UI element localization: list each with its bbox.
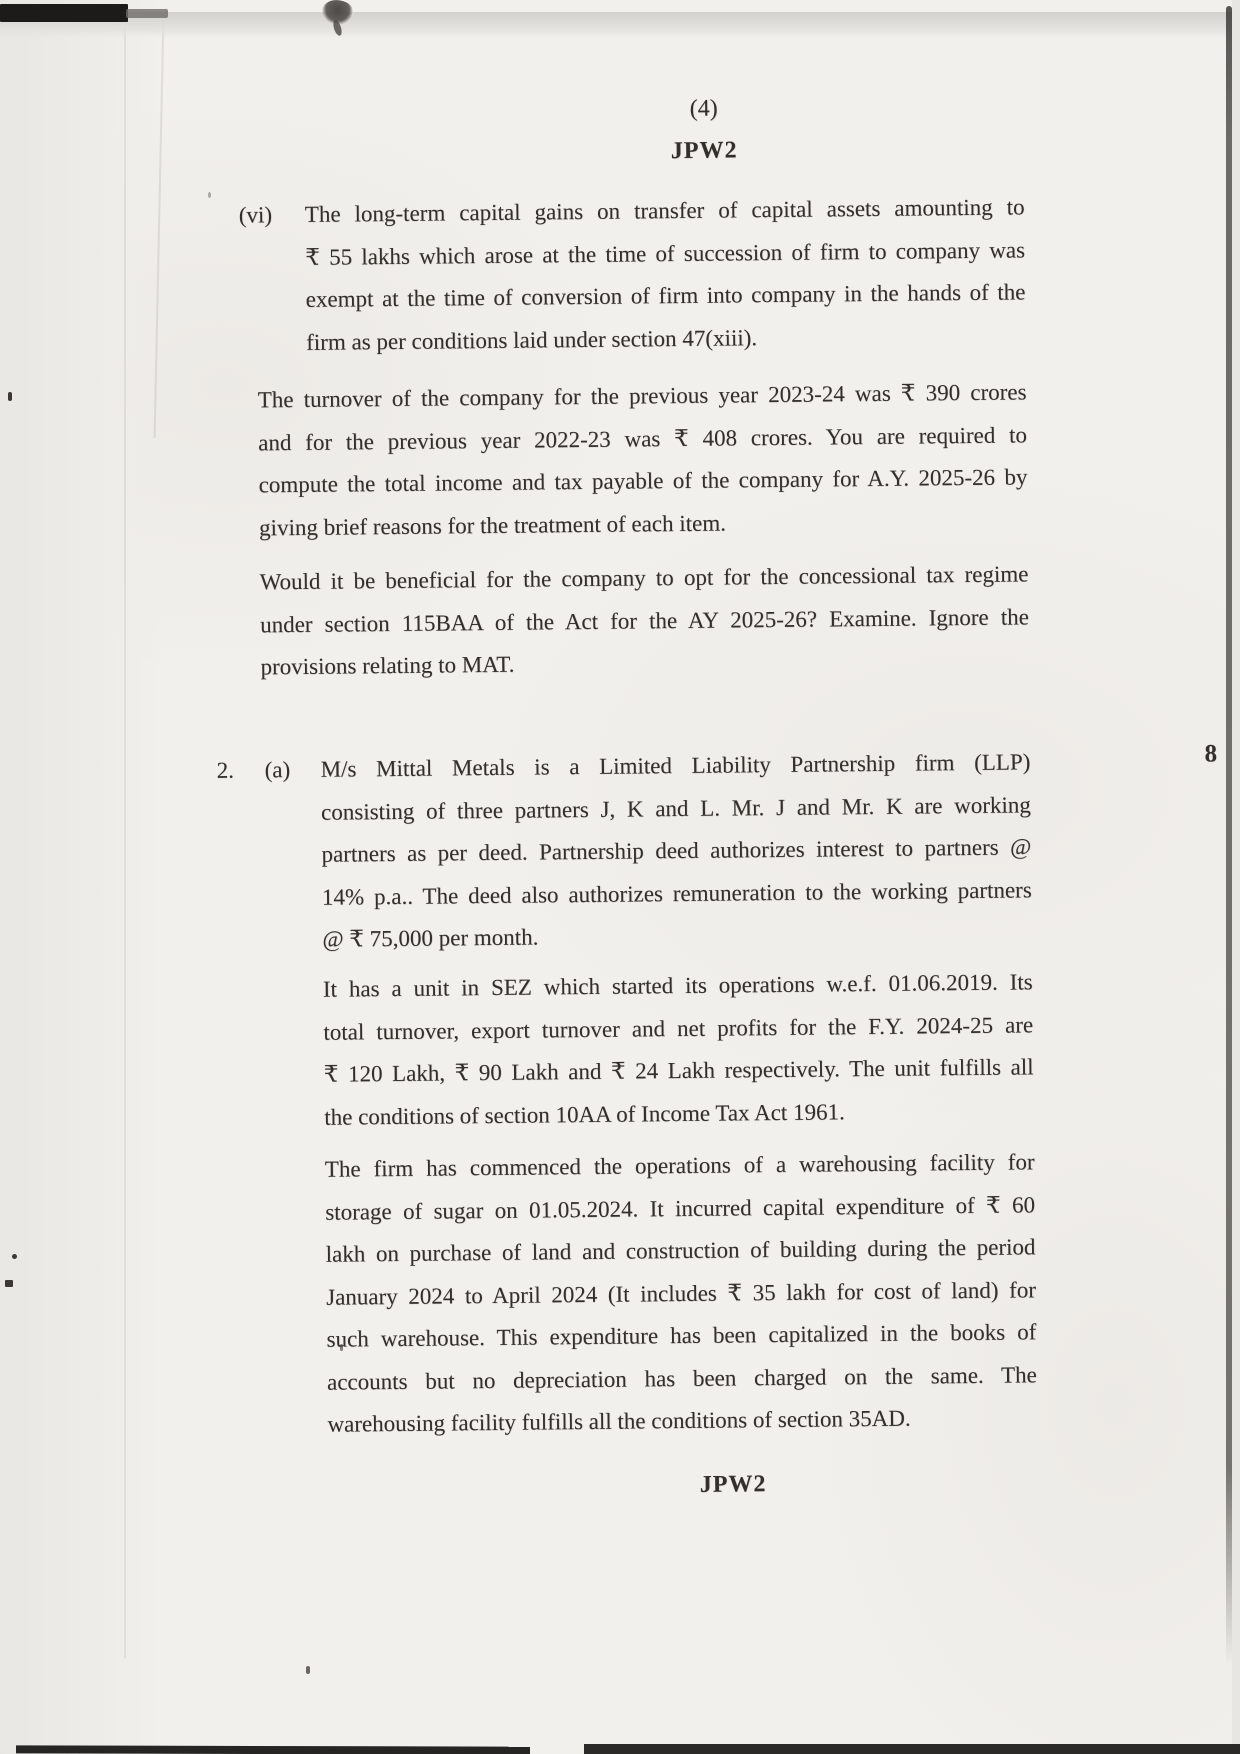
paper-code-footer: JPW2 (699, 1471, 767, 1498)
question-2a-label: (a) (264, 757, 291, 783)
text-line: such warehouse. This expenditure has been capitalized in the books of (326, 1319, 1037, 1352)
text-line: the conditions of section 10AA of Income Tax Act 1961. (324, 1098, 845, 1130)
text-line: accounts but no depreciation has been charged on the same. The (326, 1361, 1037, 1395)
text-line: The long-term capital gains on transfer of capital assets amounting to (304, 194, 1025, 227)
question-2a-paragraph-1 (320, 741, 1032, 961)
question-2a-paragraph-3 (325, 1141, 1038, 1446)
text-line: and for the previous year 2022-23 was ₹ 408 crores. You are required to (258, 421, 1028, 455)
text-line: January 2024 to April 2024 (It includes ₹ 35 lakh for cost of land) for (326, 1276, 1037, 1310)
text-line: partners as per deed. Partnership deed authorizes interest to partners @ (321, 834, 1032, 867)
text-line: compute the total income and tax payable of the company for A.Y. 2025-26 by (258, 464, 1028, 498)
text-line: giving brief reasons for the treatment of each item. (258, 510, 727, 540)
text-line: warehousing facility fulfills all the conditions of section 35AD. (327, 1405, 911, 1437)
text-line: under section 115BAA of the Act for the AY 2025-26? Examine. Ignore the (259, 603, 1029, 637)
text-line: It has a unit in SEZ which started its operations w.e.f. 01.06.2019. Its (322, 969, 1033, 1002)
text-line: total turnover, export turnover and net profits for the F.Y. 2024-25 are (323, 1011, 1034, 1045)
text-line: lakh on purchase of land and construction of building during the period (325, 1234, 1036, 1267)
question-2-number: 2. (216, 757, 235, 783)
text-line: @ ₹ 75,000 per month. (322, 924, 539, 952)
beneficial-paragraph (259, 553, 1029, 689)
text-line: exempt at the time of conversion of firm into company in the hands of the (305, 279, 1026, 312)
text-line: M/s Mittal Metals is a Limited Liability Partnership firm (LLP) (320, 749, 1031, 782)
text-line: ₹ 55 lakhs which arose at the time of succession of firm to company was (305, 236, 1026, 270)
text-line: Would it be beneficial for the company to opt for the concessional tax regime (259, 561, 1029, 595)
text-line: 14% p.a.. The deed also authorizes remuneration to the working partners (321, 876, 1032, 910)
text-line: The firm has commenced the operations of a warehousing facility for (324, 1149, 1035, 1182)
page-number: (4) (689, 95, 718, 122)
text-line: The turnover of the company for the previous year 2023-24 was ₹ 390 crores (257, 379, 1027, 413)
item-vi-paragraph (305, 186, 1027, 364)
paper-code-header: JPW2 (670, 137, 738, 165)
text-line: firm as per conditions laid under section 47(xiii). (306, 324, 758, 355)
text-line: storage of sugar on 01.05.2024. It incurred capital expenditure of ₹ 60 (325, 1191, 1036, 1225)
question-2a-paragraph-2 (323, 961, 1035, 1138)
text-line: consisting of three partners J, K and L. Mr. J and Mr. K are working (320, 791, 1031, 825)
text-line: ₹ 120 Lakh, ₹ 90 Lakh and ₹ 24 Lakh respectively. The unit fulfills all (323, 1054, 1034, 1087)
item-vi-label: (vi) (238, 202, 273, 228)
text-line: provisions relating to MAT. (260, 651, 515, 680)
turnover-paragraph (258, 371, 1029, 549)
question-2a-marks: 8 (1204, 740, 1218, 768)
